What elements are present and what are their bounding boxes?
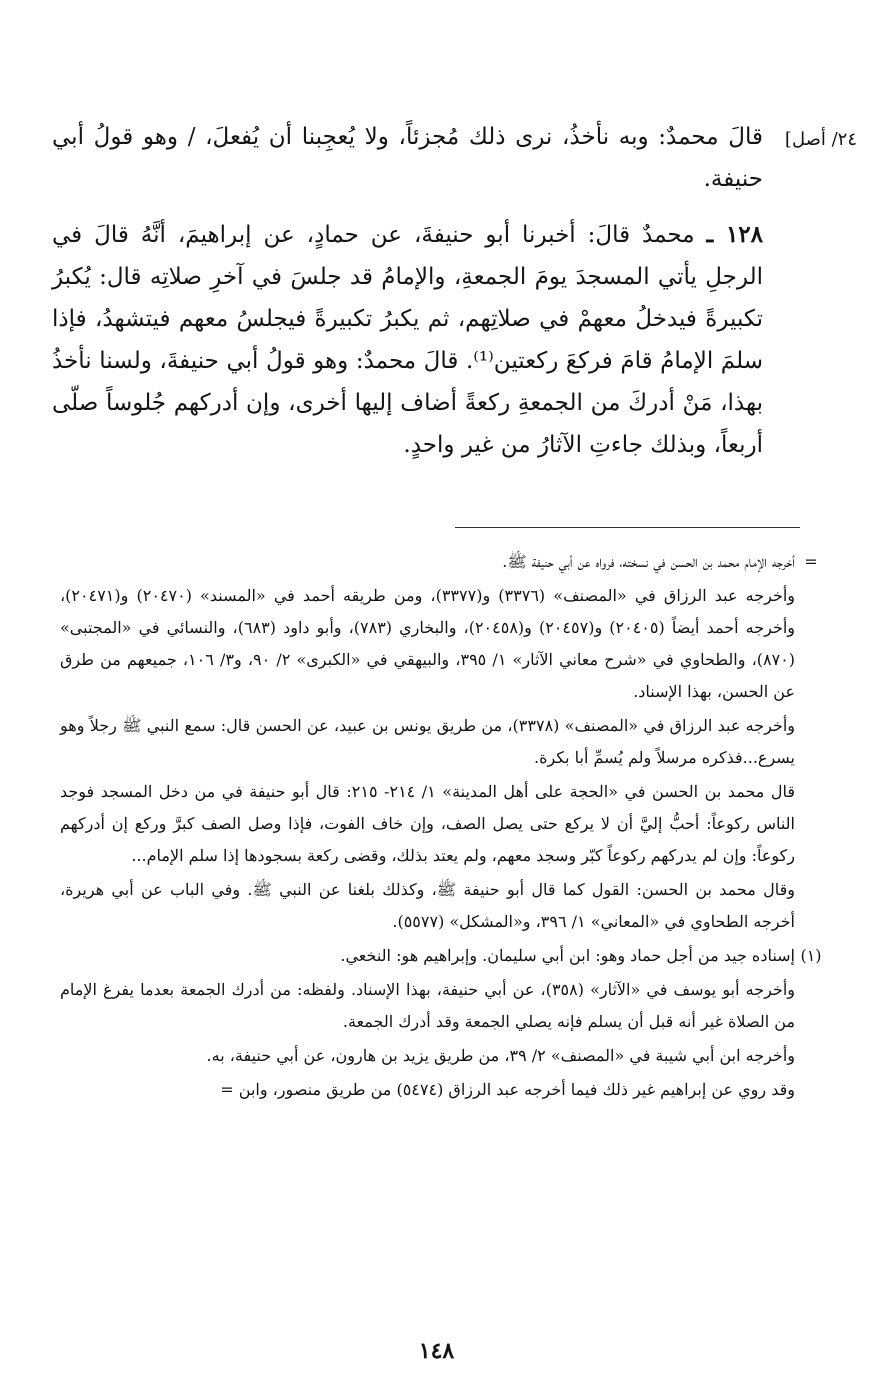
footnote-text: وأخرجه أبو يوسف في «الآثار» (٣٥٨)، عن أبي حنيفة، بهذا الإسناد. ولفظه: من أدرك الجمعة بعدما يفرغ الإمام من الصلاة غير أنه قبل أن يسلم فإنه يصلي الجمعة وقد أدرك الجمعة. xyxy=(60,980,796,1031)
footnote-marker: = xyxy=(804,552,818,571)
footnote-line xyxy=(60,974,795,1038)
footnote-text: وقد روي عن إبراهيم غير ذلك فيما أخرجه عبد الرزاق (٥٤٧٤) من طريق منصور، وابن = xyxy=(220,1080,795,1099)
footnote-line xyxy=(60,874,795,938)
footnote-text: وقال محمد بن الحسن: القول كما قال أبو حنيفة ﷺ، وكذلك بلغنا عن النبي ﷺ. وفي الباب عن أبي هريرة، أخرجه الطحاوي في «المعاني» ١/ ٣٩٦، و«المشكل» (٥٥٧٧). xyxy=(60,880,795,931)
footnote-line xyxy=(60,1074,795,1106)
footnote-line xyxy=(60,1040,795,1072)
footnote-text: إسناده جيد من أجل حماد وهو: ابن أبي سليمان. وإبراهيم هو: النخعي. xyxy=(340,946,795,965)
page-number: ١٤٨ xyxy=(418,1338,455,1364)
main-text xyxy=(52,116,763,466)
paragraph-2 xyxy=(52,214,763,466)
margin-reference-note: ٢٤/ أصل] xyxy=(784,129,857,150)
footnote-text: قال محمد بن الحسن في «الحجة على أهل المدينة» ١/ ٢١٤- ٢١٥: قال أبو حنيفة في من دخل المسجد فوجد الناس ركوعاً: أحبُّ إليَّ أن لا يركع حتى يصل الصف، وإن خاف الفوت، فإذا وصل الصف كبرَّ وركع إن أدركهم ركوعاً: وإن لم يدركهم ركوعاً كبّر وسجد معهم، ولم يعتد بذلك، وقضى ركعة بسجودها إذا سلم الإمام... xyxy=(60,782,796,865)
footnote-text: وأخرجه عبد الرزاق في «المصنف» (٣٣٧٦) و(٣٣٧٧)، ومن طريقه أحمد في «المسند» (٢٠٤٧٠) و(٢٠٤٧١)، وأخرجه أحمد أيضاً (٢٠٤٠٥) و(٢٠٤٥٧) و(٢٠٤٥٨)، والبخاري (٧٨٣)، وأبو داود (٦٨٣)، والنسائي في «المجتبى» (٨٧٠)، والطحاوي في «شرح معاني الآثار» ١/ ٣٩٥، والبيهقي في «الكبرى» ٢/ ٩٠، و٣/ ١٠٦، جميعهم من طرق عن الحسن، بهذا الإسناد. xyxy=(60,586,796,701)
footnote-line xyxy=(60,776,795,872)
footnote-line xyxy=(60,940,822,972)
footnotes xyxy=(60,546,822,1108)
footnote-marker: (١) xyxy=(800,946,822,965)
footnote-line xyxy=(60,710,795,774)
paragraph-number: ١٢٨ ـ xyxy=(706,221,763,248)
footnote-text: أخرجه الإمام محمد بن الحسن في نسخته، فرواه عن أبي حنيفة ﷺ. xyxy=(502,552,795,571)
paragraph-2-text: محمدٌ قالَ: أخبرنا أبو حنيفةَ، عن حمادٍ، عن إبراهيمَ، أنَّهُ قالَ في الرجلِ يأتي المسجدَ يومَ الجمعةِ، والإمامُ قد جلسَ في آخرِ صلاتِه قال: يُكبرُ تكبيرةً فيدخلُ معهمْ في صلاتِهم، ثم يكبرُ تكبيرةً فيجلسُ معهم فيتشهدُ، فإذا سلمَ الإمامُ قامَ فركعَ ركعتين⁽¹⁾. قالَ محمدٌ: وهو قولُ أبي حنيفةَ، ولسنا نأخذُ بهذا، مَنْ أدركَ من الجمعةِ ركعةً أضاف إليها أخرى، وإن أدركهم جُلوساً صلّى أربعاً، وبذلك جاءتِ الآثارُ من غير واحدٍ. xyxy=(52,222,763,458)
footnote-text: وأخرجه ابن أبي شيبة في «المصنف» ٢/ ٣٩، من طريق يزيد بن هارون، عن أبي حنيفة، به. xyxy=(206,1046,795,1065)
footnote-separator xyxy=(455,527,800,528)
footnote-line xyxy=(60,580,795,708)
paragraph-1: قالَ محمدٌ: وبه نأخذُ، نرى ذلك مُجزئاً، ولا يُعجِبنا أن يُفعلَ، / وهو قولُ أبي حنيفة. xyxy=(52,124,763,192)
footnote-text: وأخرجه عبد الرزاق في «المصنف» (٣٣٧٨)، من طريق يونس بن عبيد، عن الحسن قال: سمع النبي ﷺ رجلاً وهو يسرع...فذكره مرسلاً ولم يُسمِّ أبا بكرة. xyxy=(60,716,796,767)
footnote-line xyxy=(60,546,818,578)
